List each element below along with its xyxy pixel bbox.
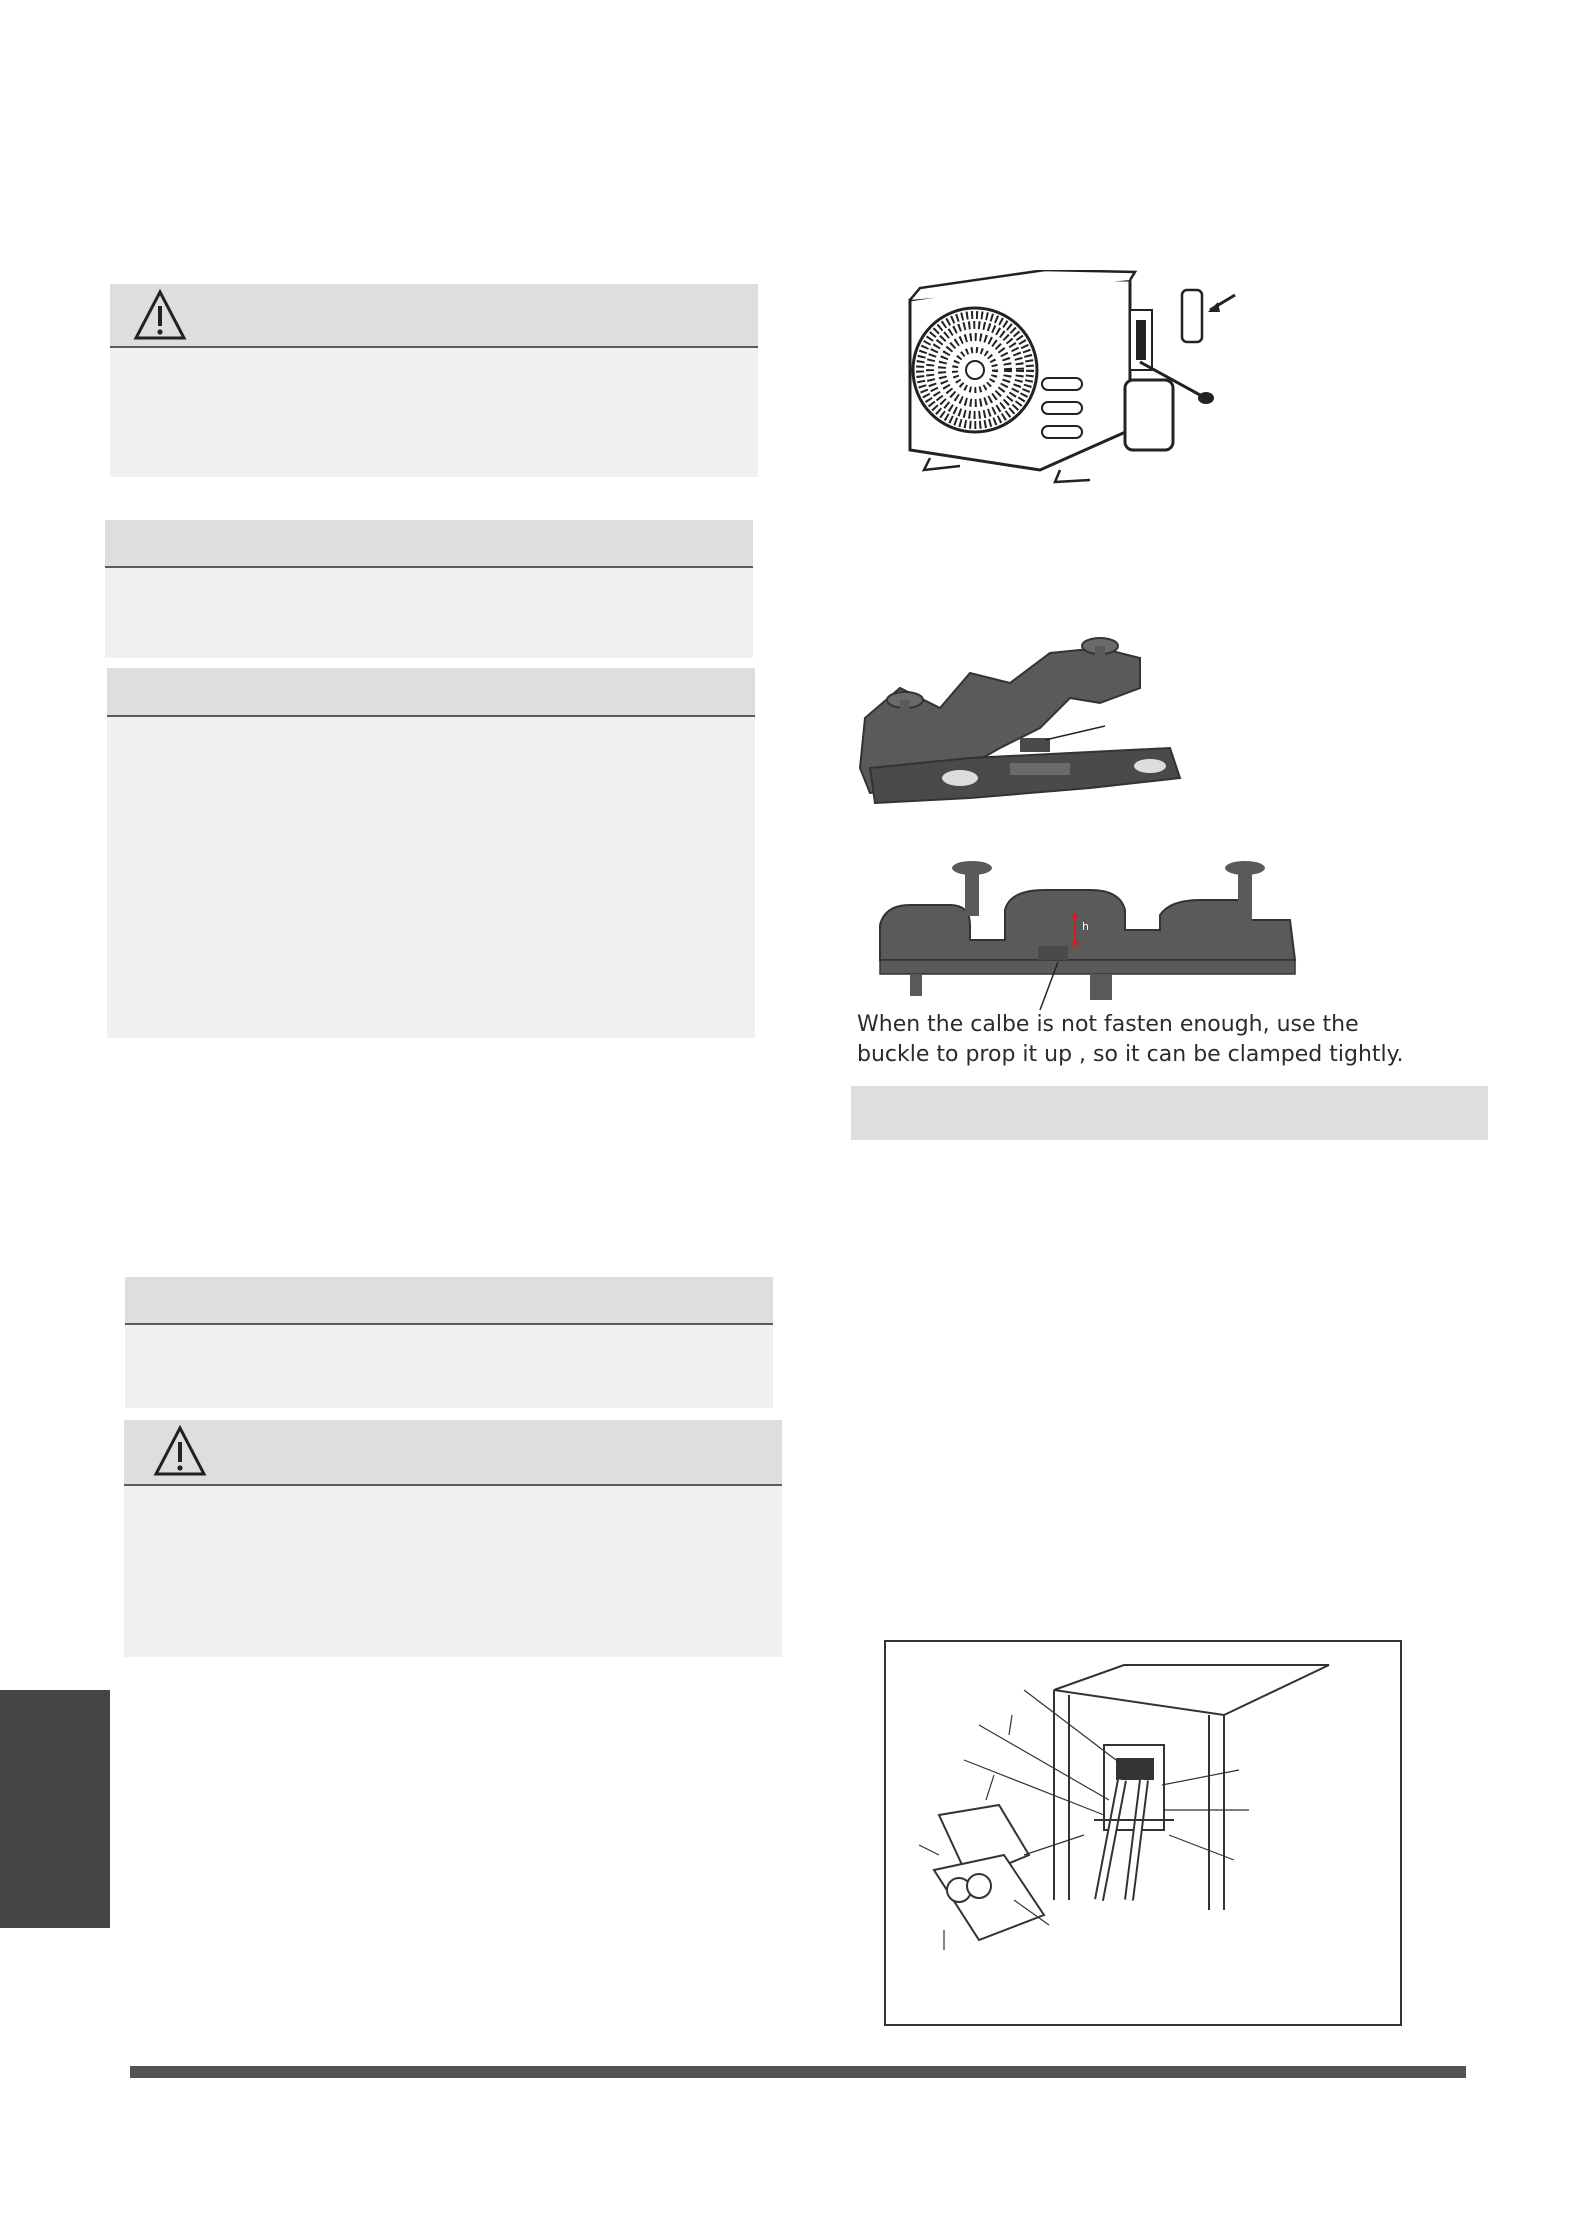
cable-clamp-figure: [850, 628, 1190, 813]
note-box-1-header: [105, 520, 753, 568]
caption-line-2: buckle to prop it up , so it can be clamped tightly.: [857, 1042, 1404, 1067]
warning-box-1: [110, 284, 758, 477]
note-box-1: [105, 520, 753, 658]
note-box-2: [107, 668, 755, 1038]
outdoor-unit-figure: [890, 270, 1260, 490]
wiring-panel-figure: [884, 1640, 1402, 2026]
cable-clamp-side-illustration: [870, 860, 1310, 1010]
warning-box-2-header: [124, 1420, 782, 1486]
caption-line-1: When the calbe is not fasten enough, use the: [857, 1012, 1359, 1037]
section-header-band: [851, 1086, 1488, 1140]
outdoor-unit-illustration: [890, 270, 1260, 490]
cable-clamp-side-figure: [870, 860, 1310, 1010]
warning-box-2: [124, 1420, 782, 1657]
wiring-panel-illustration: [884, 1640, 1402, 2026]
warning-triangle-icon: [132, 288, 188, 346]
note-box-3-header: [125, 1277, 773, 1325]
warning-triangle-icon: [152, 1424, 208, 1482]
note-box-2-header: [107, 668, 755, 717]
note-box-3: [125, 1277, 773, 1408]
warning-box-1-header: [110, 284, 758, 348]
dimension-label-h: h: [1082, 920, 1089, 933]
side-tab: [0, 1690, 110, 1928]
cable-clamp-illustration: [850, 628, 1190, 813]
footer-rule: [130, 2066, 1466, 2078]
cable-clamp-caption: [857, 1010, 1457, 1070]
